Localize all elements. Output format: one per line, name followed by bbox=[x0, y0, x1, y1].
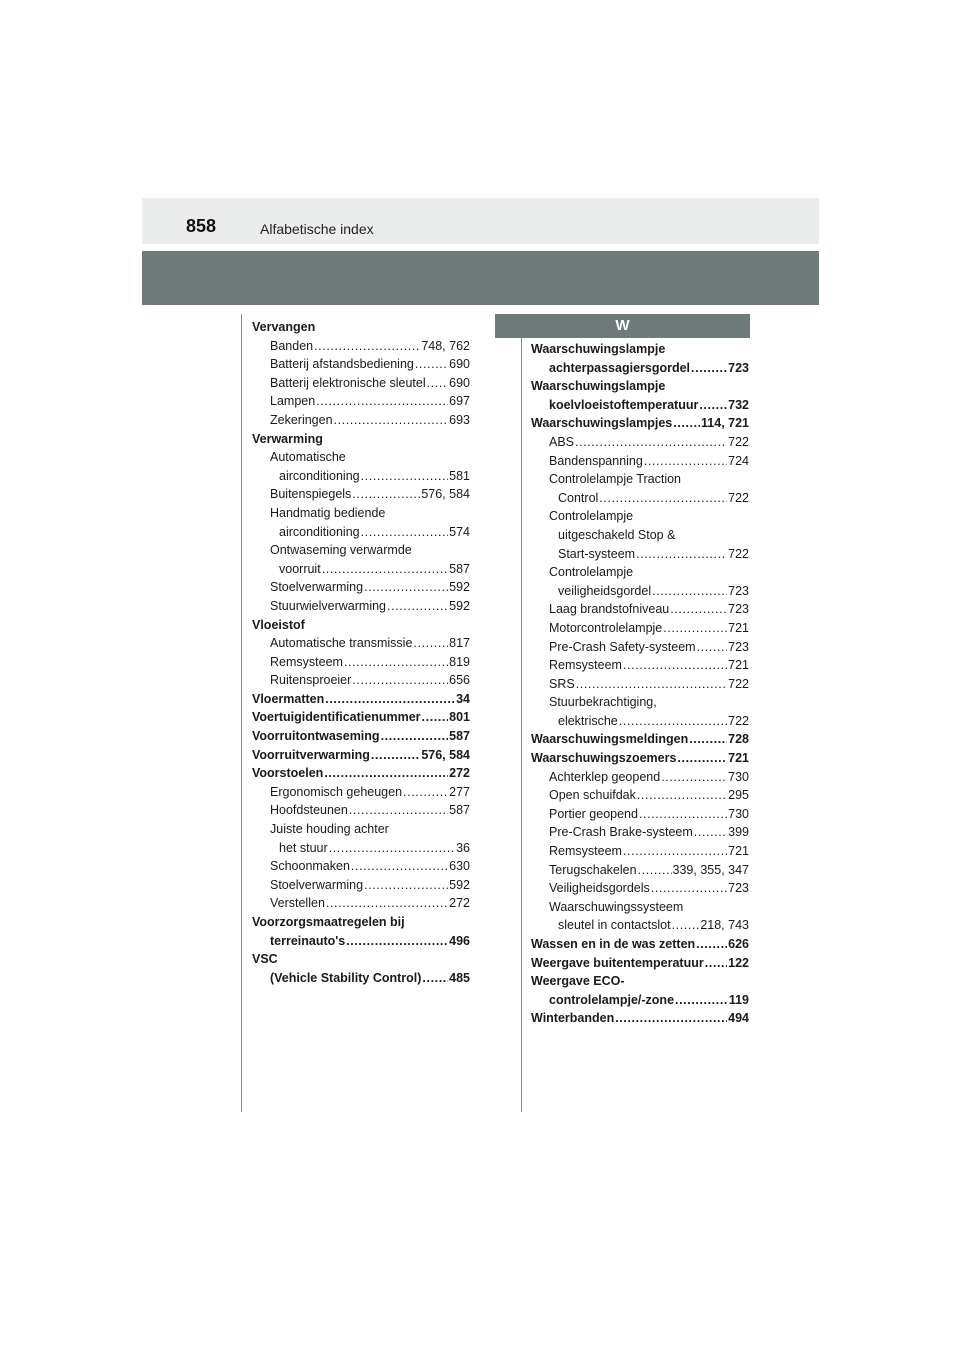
entry-term: Achterklep geopend bbox=[549, 769, 661, 784]
dot-leader bbox=[663, 619, 727, 638]
dot-leader bbox=[623, 842, 727, 861]
entry-term: Remsysteem bbox=[549, 658, 622, 673]
index-entry bbox=[252, 969, 470, 988]
index-entry bbox=[252, 374, 470, 393]
dot-leader bbox=[639, 805, 727, 824]
dot-leader bbox=[673, 414, 700, 433]
entry-term: Wassen en in de was zetten bbox=[531, 937, 696, 951]
index-entry bbox=[531, 954, 749, 973]
index-entry bbox=[252, 411, 470, 430]
dot-leader bbox=[623, 656, 727, 675]
dot-leader bbox=[699, 396, 727, 415]
entry-page: 592 bbox=[449, 598, 470, 613]
entry-page: 693 bbox=[449, 412, 470, 427]
entry-term: Waarschuwingsmeldingen bbox=[531, 732, 689, 747]
index-entry bbox=[252, 764, 470, 783]
entry-page: 630 bbox=[449, 859, 470, 874]
entry-page: 587 bbox=[449, 803, 470, 818]
index-entry bbox=[252, 355, 470, 374]
dot-leader bbox=[636, 545, 727, 564]
dot-leader bbox=[346, 932, 448, 951]
dot-leader bbox=[351, 857, 448, 876]
dot-leader bbox=[575, 433, 727, 452]
index-heading: Automatische bbox=[270, 450, 346, 465]
entry-page: 722 bbox=[728, 676, 749, 691]
entry-term: Winterbanden bbox=[531, 1011, 615, 1026]
dot-leader bbox=[677, 749, 727, 768]
index-entry bbox=[531, 545, 749, 564]
index-entry bbox=[531, 768, 749, 787]
dot-leader bbox=[675, 991, 728, 1010]
entry-page: 723 bbox=[728, 602, 749, 617]
index-entry bbox=[531, 991, 749, 1010]
entry-page: 723 bbox=[728, 881, 749, 896]
entry-term: ABS bbox=[549, 434, 575, 449]
index-entry bbox=[252, 671, 470, 690]
index-entry bbox=[252, 727, 470, 746]
entry-page: 114, 721 bbox=[701, 416, 749, 431]
entry-page: 801 bbox=[449, 710, 470, 725]
dot-leader bbox=[638, 861, 672, 880]
entry-page: 626 bbox=[728, 937, 749, 951]
entry-term: Banden bbox=[270, 338, 314, 353]
header-bar bbox=[142, 198, 819, 244]
entry-page: 587 bbox=[449, 561, 470, 576]
entry-page: 494 bbox=[728, 1011, 749, 1026]
entry-term: Terugschakelen bbox=[549, 862, 637, 877]
index-heading: Juiste houding achter bbox=[270, 822, 389, 837]
entry-page: 496 bbox=[449, 933, 470, 948]
entry-page: 34 bbox=[456, 691, 470, 706]
entry-page: 592 bbox=[449, 580, 470, 595]
entry-term: Pre-Crash Safety-systeem bbox=[549, 639, 696, 654]
entry-page: 817 bbox=[449, 636, 470, 651]
entry-page: 218, 743 bbox=[700, 918, 749, 933]
index-entry bbox=[252, 876, 470, 895]
dot-leader bbox=[361, 467, 449, 486]
entry-page: 587 bbox=[449, 729, 470, 744]
entry-page: 576, 584 bbox=[421, 747, 470, 762]
entry-term: Control bbox=[558, 490, 599, 505]
entry-term: Hoofdsteunen bbox=[270, 803, 348, 818]
entry-page: 722 bbox=[728, 490, 749, 505]
entry-term: voorruit bbox=[279, 561, 321, 576]
index-heading: uitgeschakeld Stop & bbox=[558, 527, 676, 542]
dot-leader bbox=[691, 359, 727, 378]
entry-term: Waarschuwingslampjes bbox=[531, 416, 673, 431]
entry-term: Bandenspanning bbox=[549, 453, 643, 468]
entry-page: 697 bbox=[449, 394, 470, 409]
entry-page: 485 bbox=[449, 970, 470, 985]
index-entry bbox=[531, 600, 749, 619]
entry-term: Vloermatten bbox=[252, 691, 325, 706]
index-entry bbox=[531, 396, 749, 415]
entry-page: 722 bbox=[728, 434, 749, 449]
index-entry bbox=[531, 656, 749, 675]
entry-term: Remsysteem bbox=[549, 844, 622, 859]
entry-term: Ergonomisch geheugen bbox=[270, 784, 403, 799]
dot-leader bbox=[349, 801, 448, 820]
index-heading: Controlelampje bbox=[549, 565, 634, 580]
index-heading: Vloeistof bbox=[252, 617, 305, 632]
index-entry bbox=[252, 839, 470, 858]
entry-page: 732 bbox=[728, 397, 749, 412]
entry-page: 592 bbox=[449, 877, 470, 892]
dot-leader bbox=[387, 597, 448, 616]
entry-page: 272 bbox=[449, 896, 470, 911]
index-entry bbox=[531, 823, 749, 842]
entry-term: Automatische transmissie bbox=[270, 636, 413, 651]
dot-leader bbox=[316, 392, 448, 411]
dot-leader bbox=[364, 578, 448, 597]
entry-term: (Vehicle Stability Control) bbox=[270, 970, 422, 985]
dot-leader bbox=[403, 783, 448, 802]
entry-term: Schoonmaken bbox=[270, 859, 350, 874]
dot-leader bbox=[697, 638, 728, 657]
index-entry bbox=[252, 578, 470, 597]
dot-leader bbox=[422, 969, 448, 988]
index-column-1 bbox=[252, 318, 470, 987]
index-entry bbox=[252, 708, 470, 727]
index-entry bbox=[531, 730, 749, 749]
index-entry bbox=[531, 935, 749, 954]
entry-term: Portier geopend bbox=[549, 806, 638, 821]
entry-term: Voorruitverwarming bbox=[252, 747, 370, 762]
dot-leader bbox=[325, 690, 455, 709]
entry-page: 277 bbox=[449, 784, 470, 799]
dot-leader bbox=[672, 916, 700, 935]
entry-page: 690 bbox=[449, 357, 470, 372]
entry-term: airconditioning bbox=[279, 468, 360, 483]
entry-page: 748, 762 bbox=[421, 338, 470, 353]
page-number: 858 bbox=[186, 216, 217, 236]
index-heading: Weergave ECO- bbox=[531, 974, 625, 989]
index-entry bbox=[531, 916, 749, 935]
entry-term: Stoelverwarming bbox=[270, 877, 364, 892]
index-entry bbox=[252, 653, 470, 672]
section-letter: W bbox=[495, 314, 750, 338]
index-heading: Controlelampje bbox=[549, 509, 634, 524]
entry-term: Stuurwielverwarming bbox=[270, 598, 387, 613]
index-entry bbox=[531, 1009, 749, 1028]
dot-leader bbox=[371, 746, 420, 765]
index-entry bbox=[252, 560, 470, 579]
index-heading: Ontwaseming verwarmde bbox=[270, 543, 412, 558]
entry-term: Start-systeem bbox=[558, 546, 636, 561]
entry-page: 721 bbox=[728, 658, 749, 673]
index-entry bbox=[531, 675, 749, 694]
index-entry bbox=[531, 842, 749, 861]
entry-term: Zekeringen bbox=[270, 412, 333, 427]
dot-leader bbox=[413, 634, 448, 653]
entry-term: Stoelverwarming bbox=[270, 580, 364, 595]
entry-term: Voertuigidentificatienummer bbox=[252, 710, 421, 725]
entry-term: terreinauto's bbox=[270, 933, 346, 948]
dot-leader bbox=[689, 730, 727, 749]
dot-leader bbox=[329, 839, 455, 858]
entry-page: 295 bbox=[728, 788, 749, 803]
entry-term: Batterij elektronische sleutel bbox=[270, 375, 426, 390]
index-entry bbox=[531, 712, 749, 731]
index-entry bbox=[252, 932, 470, 951]
entry-page: 574 bbox=[449, 524, 470, 539]
dot-leader bbox=[652, 582, 727, 601]
entry-page: 119 bbox=[728, 992, 749, 1007]
dot-leader bbox=[619, 712, 727, 731]
index-entry bbox=[531, 619, 749, 638]
entry-page: 272 bbox=[449, 766, 470, 781]
index-entry bbox=[531, 359, 749, 378]
index-entry bbox=[252, 337, 470, 356]
dot-leader bbox=[651, 879, 727, 898]
entry-term: Weergave buitentemperatuur bbox=[531, 955, 704, 970]
index-entry bbox=[252, 857, 470, 876]
index-entry bbox=[252, 523, 470, 542]
index-entry bbox=[252, 690, 470, 709]
entry-term: Lampen bbox=[270, 394, 316, 409]
index-entry bbox=[252, 467, 470, 486]
entry-term: het stuur bbox=[279, 840, 328, 855]
index-heading: Verwarming bbox=[252, 431, 323, 446]
dot-leader bbox=[364, 876, 448, 895]
entry-page: 723 bbox=[728, 639, 749, 654]
column-divider-middle bbox=[521, 314, 522, 1112]
index-heading: Stuurbekrachtiging, bbox=[549, 695, 657, 710]
dot-leader bbox=[352, 671, 448, 690]
entry-page: 722 bbox=[728, 713, 749, 728]
entry-page: 724 bbox=[728, 453, 749, 468]
entry-term: Buitenspiegels bbox=[270, 487, 352, 502]
column-divider-left bbox=[241, 314, 242, 1112]
index-entry bbox=[252, 746, 470, 765]
entry-page: 399 bbox=[728, 825, 749, 840]
dot-leader bbox=[576, 675, 727, 694]
dot-leader bbox=[314, 337, 420, 356]
entry-term: Pre-Crash Brake-systeem bbox=[549, 825, 693, 840]
index-heading: Voorzorgsmaatregelen bij bbox=[252, 915, 405, 929]
index-heading: VSC bbox=[252, 952, 278, 967]
entry-term: Ruitensproeier bbox=[270, 673, 352, 688]
index-entry bbox=[531, 582, 749, 601]
entry-page: 721 bbox=[728, 751, 749, 766]
index-entry bbox=[252, 392, 470, 411]
dot-leader bbox=[696, 935, 727, 954]
entry-page: 690 bbox=[449, 375, 470, 390]
entry-term: controlelampje/-zone bbox=[549, 992, 675, 1007]
dot-leader bbox=[599, 489, 727, 508]
dot-leader bbox=[427, 374, 449, 393]
entry-page: 723 bbox=[728, 360, 749, 375]
entry-term: Laag brandstofniveau bbox=[549, 602, 670, 617]
index-entry bbox=[252, 801, 470, 820]
dot-leader bbox=[326, 894, 448, 913]
dot-leader bbox=[344, 653, 448, 672]
entry-page: 339, 355, 347 bbox=[672, 862, 749, 877]
dot-leader bbox=[334, 411, 449, 430]
entry-term: Remsysteem bbox=[270, 654, 343, 669]
index-entry bbox=[252, 485, 470, 504]
index-entry bbox=[531, 433, 749, 452]
entry-term: Voorstoelen bbox=[252, 766, 324, 781]
index-entry bbox=[531, 786, 749, 805]
dot-leader bbox=[415, 355, 448, 374]
dot-leader bbox=[615, 1009, 727, 1028]
entry-term: koelvloeistoftemperatuur bbox=[549, 397, 699, 412]
index-entry bbox=[252, 634, 470, 653]
dot-leader bbox=[637, 786, 727, 805]
header-band bbox=[142, 251, 819, 305]
entry-term: veiligheidsgordel bbox=[558, 583, 652, 598]
entry-page: 730 bbox=[728, 806, 749, 821]
entry-term: Open schuifdak bbox=[549, 788, 636, 803]
entry-page: 721 bbox=[728, 620, 749, 635]
index-entry bbox=[252, 894, 470, 913]
entry-term: Batterij afstandsbediening bbox=[270, 357, 414, 372]
index-entry bbox=[531, 861, 749, 880]
dot-leader bbox=[352, 485, 420, 504]
entry-page: 36 bbox=[456, 840, 470, 855]
entry-term: elektrische bbox=[558, 713, 618, 728]
dot-leader bbox=[694, 823, 727, 842]
dot-leader bbox=[644, 452, 727, 471]
dot-leader bbox=[381, 727, 449, 746]
index-heading: Controlelampje Traction bbox=[549, 472, 682, 487]
entry-page: 721 bbox=[728, 844, 749, 859]
entry-term: Motorcontrolelampje bbox=[549, 620, 663, 635]
entry-page: 728 bbox=[728, 732, 749, 747]
entry-term: Veiligheidsgordels bbox=[549, 881, 650, 896]
entry-page: 730 bbox=[728, 769, 749, 784]
index-heading: Handmatig bediende bbox=[270, 505, 386, 520]
dot-leader bbox=[361, 523, 449, 542]
entry-page: 819 bbox=[449, 654, 470, 669]
dot-leader bbox=[422, 708, 449, 727]
index-entry bbox=[531, 452, 749, 471]
index-heading: Waarschuwingslampje bbox=[531, 379, 666, 394]
entry-page: 122 bbox=[728, 955, 749, 970]
dot-leader bbox=[705, 954, 727, 973]
entry-page: 722 bbox=[728, 546, 749, 561]
dot-leader bbox=[661, 768, 727, 787]
entry-term: Waarschuwingszoemers bbox=[531, 751, 677, 766]
index-heading: Waarschuwingssysteem bbox=[549, 899, 684, 914]
dot-leader bbox=[322, 560, 448, 579]
index-entry bbox=[531, 805, 749, 824]
index-entry bbox=[531, 414, 749, 433]
index-entry bbox=[531, 489, 749, 508]
entry-page: 576, 584 bbox=[421, 487, 470, 502]
entry-page: 581 bbox=[449, 468, 470, 483]
index-entry bbox=[252, 597, 470, 616]
entry-page: 656 bbox=[449, 673, 470, 688]
entry-page: 723 bbox=[728, 583, 749, 598]
dot-leader bbox=[324, 764, 448, 783]
index-heading: Waarschuwingslampje bbox=[531, 342, 666, 356]
index-column-2 bbox=[531, 340, 749, 1028]
dot-leader bbox=[670, 600, 727, 619]
index-heading: Vervangen bbox=[252, 320, 316, 334]
index-entry bbox=[531, 879, 749, 898]
index-entry bbox=[252, 783, 470, 802]
index-entry bbox=[531, 638, 749, 657]
entry-term: Verstellen bbox=[270, 896, 325, 911]
entry-term: SRS bbox=[549, 676, 575, 691]
entry-term: achterpassagiersgordel bbox=[549, 360, 691, 375]
entry-term: airconditioning bbox=[279, 524, 360, 539]
index-entry bbox=[531, 749, 749, 768]
section-title: Alfabetische index bbox=[260, 221, 374, 237]
entry-term: sleutel in contactslot bbox=[558, 918, 671, 933]
entry-term: Voorruitontwaseming bbox=[252, 729, 380, 744]
